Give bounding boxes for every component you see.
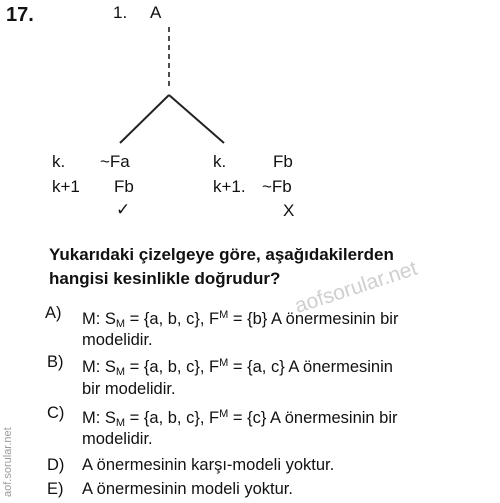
side-watermark: aof.sorular.net (2, 427, 14, 497)
option-a-line1[interactable]: M: $S_M = \{a$, b, c}, $F^M = \{b\}$ A önermesinin bir (82, 309, 399, 330)
option-b-label[interactable]: B) (47, 353, 64, 371)
left-row2-formula: Fb (114, 177, 134, 196)
option-c-line1[interactable]: M: $S_M = \{a$, b, c}, $F^M = \{c\}$ A önermesinin bir (82, 408, 398, 429)
option-d-label[interactable]: D) (47, 456, 65, 474)
right-row1-formula: Fb (273, 152, 293, 171)
root-line-number: 1. (113, 3, 128, 22)
option-a-line2[interactable]: modelidir. (82, 331, 153, 349)
tree-branches (0, 0, 500, 160)
left-row1-formula: ~Fa (100, 152, 130, 171)
right-cross-mark: X (283, 201, 295, 220)
left-branch (120, 95, 169, 143)
option-e-label[interactable]: E) (47, 480, 64, 498)
option-d-text[interactable]: A önermesinin karşı-modeli yoktur. (82, 456, 335, 474)
question-text-line1: Yukarıdaki çizelgeye göre, aşağıdakilerden (49, 245, 394, 264)
right-row2-formula: ~Fb (262, 177, 292, 196)
option-b-line2[interactable]: bir modelidir. (82, 380, 176, 398)
option-c-label[interactable]: C) (47, 404, 65, 422)
question-number: 17. (6, 4, 34, 26)
left-row2-label: k+1 (52, 177, 80, 196)
left-row1-label: k. (52, 152, 66, 171)
right-branch (169, 95, 224, 143)
diagonal-watermark: aofsorular.net (292, 256, 421, 318)
option-c-line2[interactable]: modelidir. (82, 430, 153, 448)
option-e-text[interactable]: A önermesinin modeli yoktur. (82, 480, 293, 498)
option-a-label[interactable]: A) (45, 304, 62, 322)
question-text-line2: hangisi kesinlikle doğrudur? (49, 269, 281, 288)
right-row2-label: k+1. (213, 177, 246, 196)
right-row1-label: k. (213, 152, 227, 171)
option-b-line1[interactable]: M: $S_M = \{a$, b, c}, $F^M = \{a$, c} A önermesinin (82, 357, 393, 378)
root-formula: A (150, 3, 162, 22)
left-check-mark: ✓ (116, 200, 131, 219)
